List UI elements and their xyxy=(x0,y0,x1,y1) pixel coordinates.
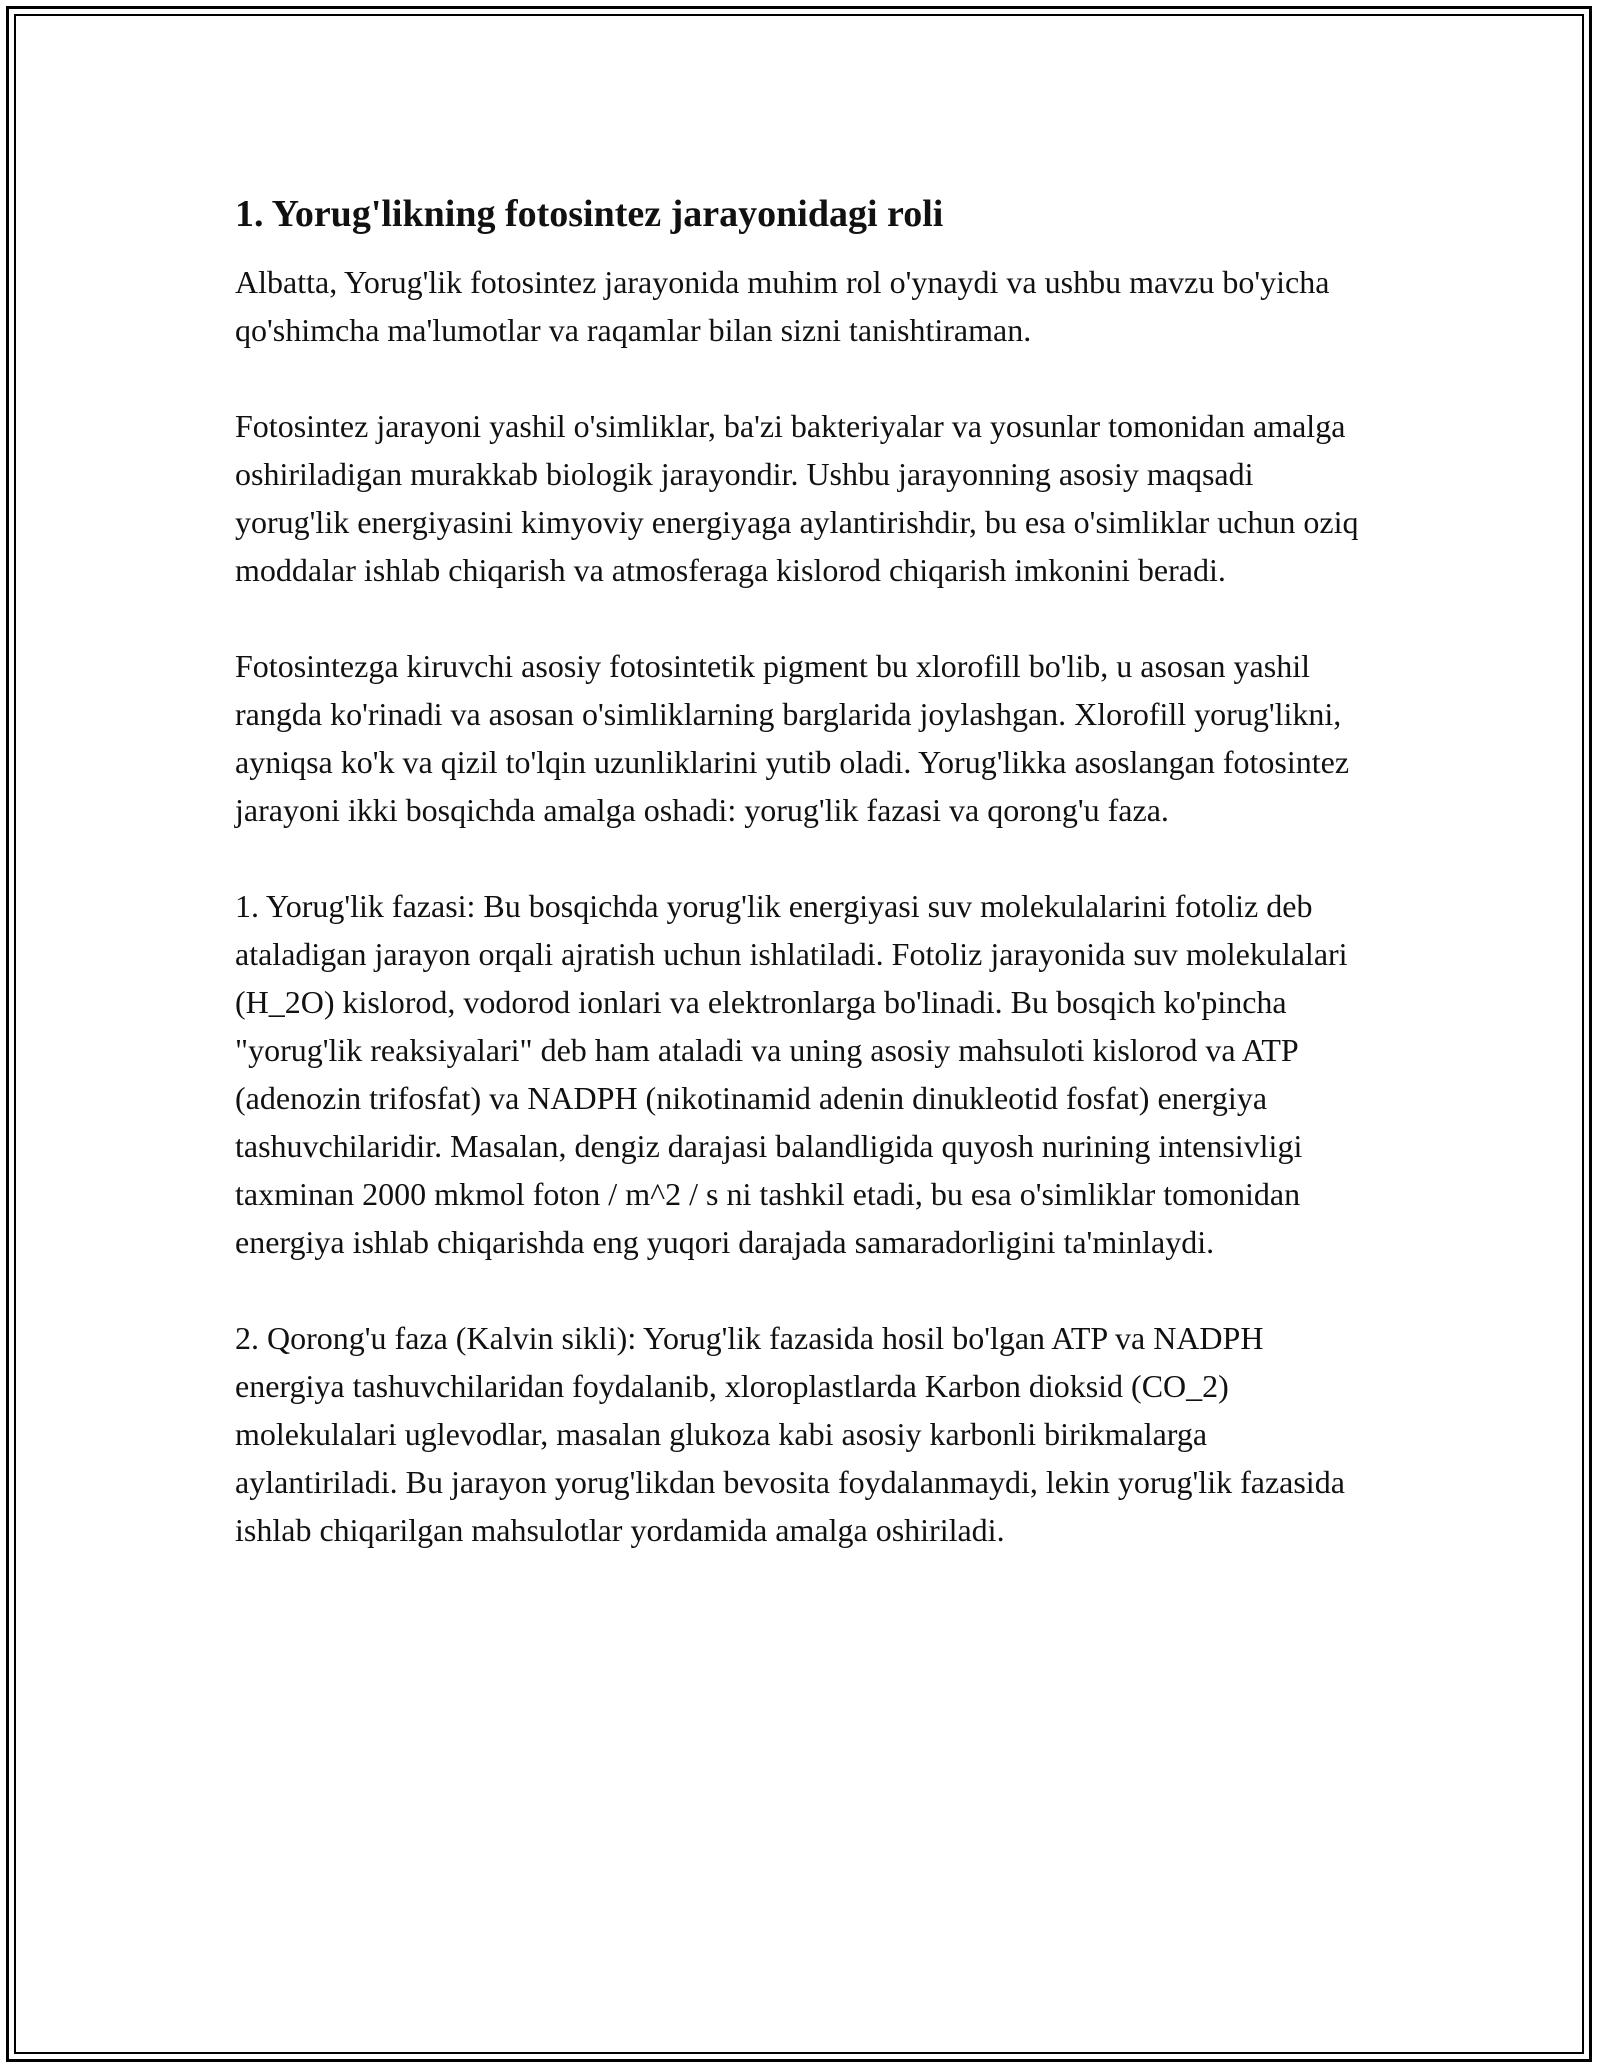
paragraph-photosynthesis-overview: Fotosintez jarayoni yashil o'simliklar, ba'zi bakteriyalar va yosunlar tomonidan amalga oshiriladigan murakkab biologik jarayondir. Ushbu jarayonning asosiy maqsadi yorug'lik energiyasini kimyoviy energiyaga aylantirishdir, bu esa o'simliklar uchun oziq moddalar ishlab chiqarish va atmosferaga kislorod chiqarish imkonini beradi. xyxy=(235,408,1359,588)
paragraph-dark-phase: 2. Qorong'u faza (Kalvin sikli): Yorug'lik fazasida hosil bo'lgan ATP va NADPH energiya tashuvchilaridan foydalanib, xloroplastlarda Karbon dioksid (CO_2) molekulalari uglevodlar, masalan glukoza kabi asosiy karbonli birikmalarga aylantiriladi. Bu jarayon yorug'likdan bevosita foydalanmaydi, lekin yorug'lik fazasida ishlab chiqarilgan mahsulotlar yordamida amalga oshiriladi. xyxy=(235,1320,1345,1548)
paragraph-light-phase: 1. Yorug'lik fazasi: Bu bosqichda yorug'lik energiyasi suv molekulalarini fotoliz deb ataladigan jarayon orqali ajratish uchun ishlatiladi. Fotoliz jarayonida suv molekulalari (H_2O) kislorod, vodorod ionlari va elektronlarga bo'linadi. Bu bosqich ko'pincha "yorug'lik reaksiyalari" deb ham ataladi va uning asosiy mahsuloti kislorod va ATP (adenozin trifosfat) va NADPH (nikotinamid adenin dinukleotid fosfat) energiya tashuvchilaridir. Masalan, dengiz darajasi balandligida quyosh nurining intensivligi taxminan 2000 mkmol foton / m^2 / s ni tashkil etadi, bu esa o'simliklar tomonidan energiya ishlab chiqarishda eng yuqori darajada samaradorligini ta'minlaydi. xyxy=(235,888,1348,1260)
section-heading: 1. Yorug'likning fotosintez jarayonidagi roli xyxy=(235,193,944,235)
document-body xyxy=(235,190,1375,1602)
paragraph-intro: Albatta, Yorug'lik fotosintez jarayonida muhim rol o'ynaydi va ushbu mavzu bo'yicha qo'shimcha ma'lumotlar va raqamlar bilan sizni tanishtiraman. xyxy=(235,264,1330,348)
paragraph-chlorophyll: Fotosintezga kiruvchi asosiy fotosintetik pigment bu xlorofill bo'lib, u asosan yashil rangda ko'rinadi va asosan o'simliklarning barglarida joylashgan. Xlorofill yorug'likni, ayniqsa ko'k va qizil to'lqin uzunliklarini yutib oladi. Yorug'likka asoslangan fotosintez jarayoni ikki bosqichda amalga oshadi: yorug'lik fazasi va qorong'u faza. xyxy=(235,648,1350,828)
